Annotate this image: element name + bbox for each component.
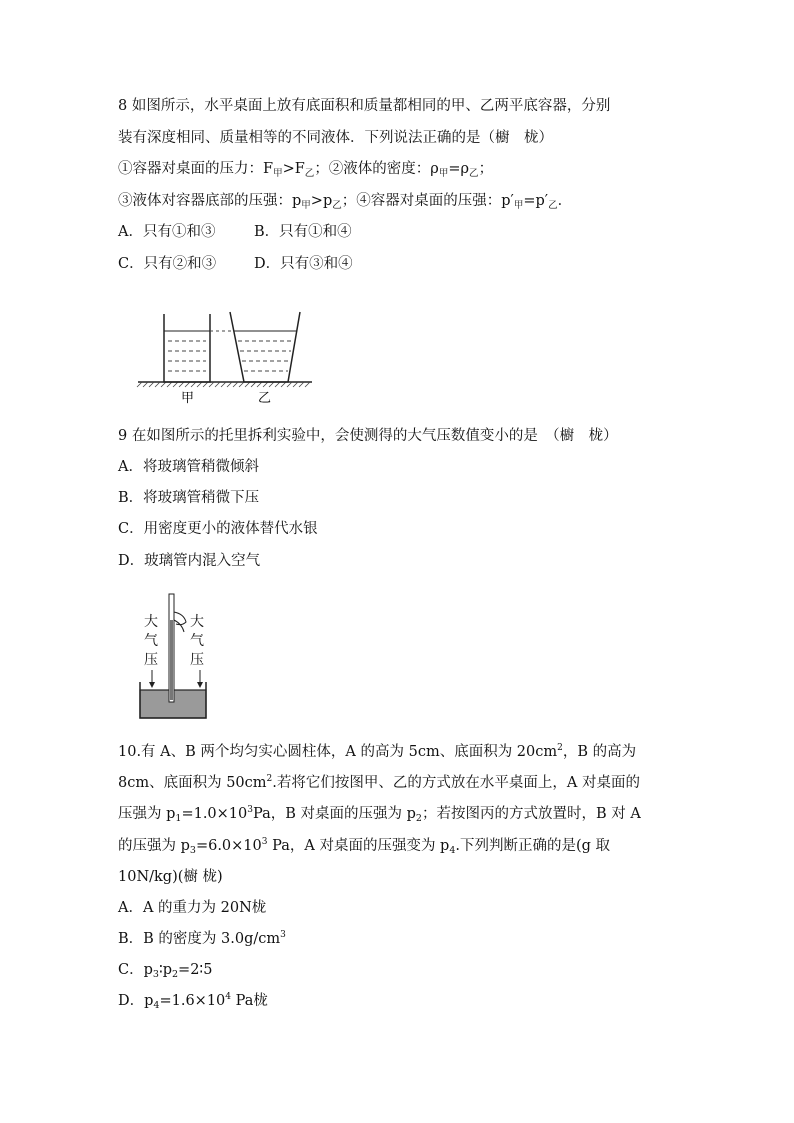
- q10-option-d: [118, 991, 268, 1013]
- q8-stem-line2: 装有深度相同、质量相等的不同液体．下列说法正确的是（櫥 栊）: [118, 130, 553, 146]
- text: .若将它们按图甲、乙的方式放在水平桌面上，A 对桌面的: [272, 775, 640, 791]
- subscript: 甲: [513, 200, 524, 211]
- text: ；④容器对桌面的压强：p′: [341, 193, 514, 209]
- text: 8cm、底面积为 50cm: [118, 775, 267, 791]
- text: =1.0×10: [181, 806, 248, 822]
- subscript: 甲: [438, 168, 449, 179]
- text: ①容器对桌面的压力：F: [118, 161, 274, 177]
- q8-option-d: D．只有③和④: [254, 256, 353, 272]
- subscript: 甲: [301, 200, 311, 211]
- subscript: 3: [152, 969, 159, 980]
- text: Pa，A 对桌面的压强变为 p: [267, 838, 450, 854]
- subscript: 4: [449, 845, 456, 856]
- superscript: 2: [266, 774, 273, 784]
- label-jia: 甲: [181, 391, 195, 406]
- subscript: 乙: [548, 200, 558, 211]
- text: 10.有 A、B 两个均匀实心圆柱体，A 的高为 5cm、底面积为 20cm: [118, 744, 558, 760]
- q10-line4: [118, 836, 610, 858]
- text: ③液体对容器底部的压强：p: [118, 193, 302, 209]
- text: =p′: [523, 193, 549, 209]
- q8-containers-figure: [136, 306, 316, 406]
- text: C．p: [118, 962, 153, 978]
- q8-option-c: C．只有②和③: [118, 256, 217, 272]
- text: ．: [557, 193, 573, 209]
- q8-option-b: B．只有①和④: [254, 224, 352, 240]
- text: Pa栊: [231, 993, 268, 1009]
- text: ；若按图丙的方式放置时，B 对 A: [421, 806, 641, 822]
- text: Pa，B 对桌面的压强为 p: [253, 806, 416, 822]
- text: ；②液体的密度：ρ: [314, 161, 439, 177]
- q9-option-c: C．用密度更小的液体替代水银: [118, 521, 318, 537]
- text: =2∶5: [178, 962, 213, 978]
- subscript: 1: [175, 813, 182, 824]
- q10-line2: [118, 773, 640, 795]
- text: >p: [310, 193, 333, 209]
- text: ∶p: [158, 962, 172, 978]
- q9-option-a: A．将玻璃管稍微倾斜: [118, 459, 259, 475]
- text: B．B 的密度为 3.0g/cm: [118, 931, 281, 947]
- text: >F: [282, 161, 305, 177]
- subscript: 乙: [304, 168, 315, 179]
- q10-option-c: [118, 960, 212, 982]
- q8-option-a: A．只有①和③: [118, 224, 216, 240]
- subscript: 2: [415, 813, 422, 824]
- superscript: 3: [247, 805, 253, 815]
- text: ，B 的高为: [562, 744, 637, 760]
- subscript: 2: [172, 969, 179, 980]
- subscript: 3: [189, 845, 196, 856]
- q10-option-b: [118, 929, 286, 951]
- q10-option-a: A．A 的重力为 20N栊: [118, 900, 267, 916]
- q10-line1: [118, 742, 636, 764]
- superscript: 4: [225, 992, 232, 1002]
- label-atmospheric-pressure-left: 大气压: [144, 614, 158, 668]
- superscript: 3: [261, 837, 268, 847]
- q10-line3: [118, 804, 641, 826]
- subscript: 乙: [469, 168, 479, 179]
- text: .下列判断正确的是(g 取: [455, 838, 611, 854]
- q10-line5: 10N/kg)(櫥 栊): [118, 869, 223, 885]
- superscript: 2: [557, 743, 563, 753]
- subscript: 甲: [273, 168, 283, 179]
- text: 压强为 p: [118, 806, 176, 822]
- q9-option-d: D．玻璃管内混入空气: [118, 553, 261, 569]
- text: D．p: [118, 993, 154, 1009]
- q8-stem-line1: 8 如图所示，水平桌面上放有底面积和质量都相同的甲、乙两平底容器，分别: [118, 98, 611, 114]
- text: 的压强为 p: [118, 838, 190, 854]
- text: =6.0×10: [195, 838, 262, 854]
- text: ；: [478, 161, 494, 177]
- superscript: 3: [280, 930, 286, 940]
- q8-statement-1-2: [118, 159, 493, 181]
- text: =ρ: [448, 161, 470, 177]
- text: =1.6×10: [159, 993, 226, 1009]
- label-yi: 乙: [258, 391, 272, 406]
- subscript: 乙: [332, 200, 342, 211]
- label-atmospheric-pressure-right: 大气压: [190, 614, 204, 668]
- q8-statement-3-4: [118, 191, 572, 213]
- subscript: 4: [153, 1000, 160, 1011]
- q9-option-b: B．将玻璃管稍微下压: [118, 490, 260, 506]
- q9-stem: 9 在如图所示的托里拆利实验中，会使测得的大气压数值变小的是 （櫥 栊）: [118, 428, 618, 444]
